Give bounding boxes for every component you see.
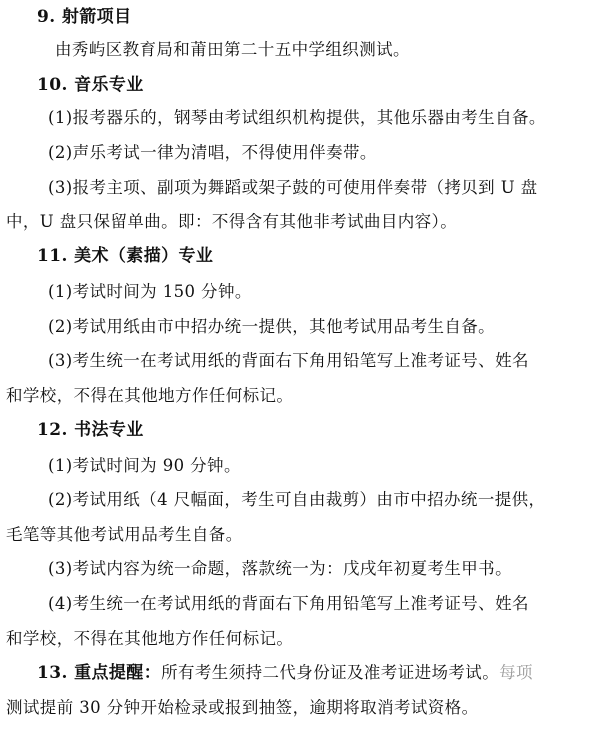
- section-13-line-2: 测试提前 30 分钟开始检录或报到抽签，逾期将取消考试资格。: [6, 698, 479, 717]
- section-11-line-2: (2)考试用纸由市中招办统一提供，其他考试用品考生自备。: [48, 317, 496, 336]
- section-12-line-1: (1)考试时间为 90 分钟。: [48, 456, 241, 475]
- section-11-line-4: 和学校，不得在其他地方作任何标记。: [6, 386, 294, 405]
- section-12-line-2: (2)考试用纸（4 尺幅面，考生可自由裁剪）由市中招办统一提供，: [48, 490, 546, 509]
- section-12-line-4: (3)考试内容为统一命题，落款统一为：戊戌年初夏考生甲书。: [48, 559, 512, 578]
- section-12-line-3: 毛笔等其他考试用品考生自备。: [6, 525, 243, 544]
- section-11-title: 11. 美术（素描）专业: [37, 246, 214, 266]
- section-13-text: 所有考生须持二代身份证及准考证进场考试。: [161, 663, 500, 682]
- section-9-title: 9. 射箭项目: [37, 7, 132, 27]
- section-11-line-3: (3)考生统一在考试用纸的背面右下角用铅笔写上准考证号、姓名: [48, 351, 529, 370]
- section-11-line-1: (1)考试时间为 150 分钟。: [48, 282, 252, 301]
- section-10-line-4: 中，U 盘只保留单曲。即：不得含有其他非考试曲目内容）。: [6, 212, 458, 231]
- section-13-text-faded: 每项: [499, 663, 533, 682]
- section-12-title: 12. 书法专业: [37, 420, 144, 440]
- section-13-line-1: [37, 662, 601, 684]
- section-10-title: 10. 音乐专业: [37, 75, 144, 95]
- section-12-line-6: 和学校，不得在其他地方作任何标记。: [6, 629, 294, 648]
- section-13-title: 13. 重点提醒：: [37, 663, 162, 683]
- section-9-line-1: 由秀屿区教育局和莆田第二十五中学组织测试。: [55, 40, 410, 59]
- section-12-line-5: (4)考生统一在考试用纸的背面右下角用铅笔写上准考证号、姓名: [48, 594, 529, 613]
- section-10-line-2: (2)声乐考试一律为清唱，不得使用伴奏带。: [48, 143, 377, 162]
- section-10-line-3: (3)报考主项、副项为舞蹈或架子鼓的可使用伴奏带（拷贝到 U 盘: [48, 178, 538, 197]
- section-10-line-1: (1)报考器乐的，钢琴由考试组织机构提供，其他乐器由考生自备。: [48, 108, 546, 127]
